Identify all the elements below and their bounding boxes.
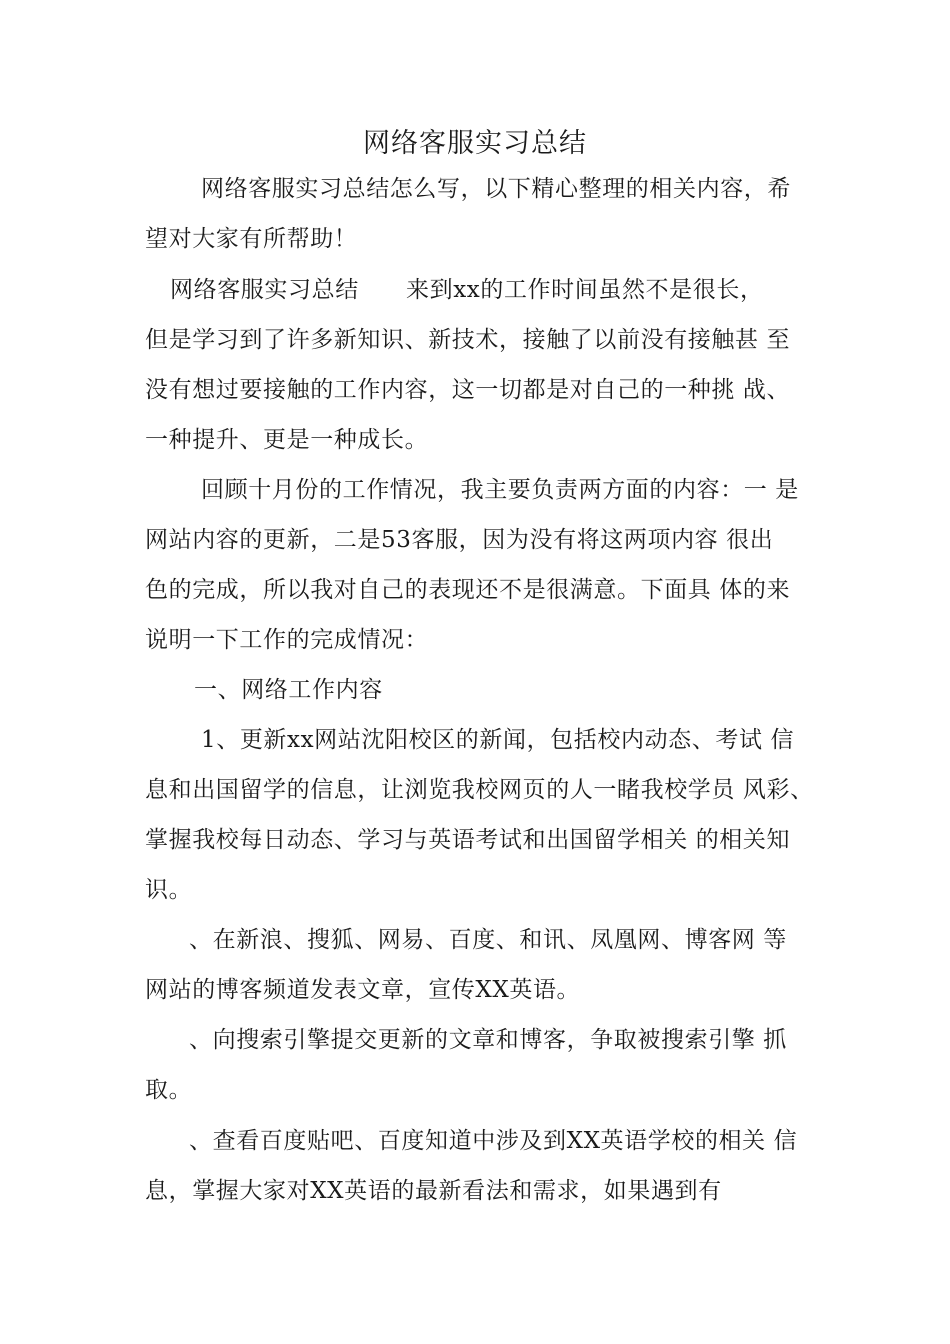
text-line: 没有想过要接触的工作内容，这一切都是对自己的一种挑 战、 bbox=[145, 377, 791, 403]
text-line: 说明一下工作的完成情况： bbox=[145, 627, 429, 653]
section-heading: 一、网络工作内容 bbox=[194, 677, 383, 703]
text-line: 色的完成，所以我对自己的表现还不是很满意。下面具 体的来 bbox=[145, 577, 791, 603]
text-line: 取。 bbox=[145, 1077, 193, 1103]
text-line: 望对大家有所帮助！ bbox=[145, 226, 358, 252]
text-line: 网络客服实习总结怎么写，以下精心整理的相关内容，希 bbox=[201, 176, 791, 202]
text-line: 网站内容的更新，二是53客服，因为没有将这两项内容 很出 bbox=[145, 527, 774, 553]
text-line: 但是学习到了许多新知识、新技术，接触了以前没有接触甚 至 bbox=[145, 327, 791, 353]
text-line: 、查看百度贴吧、百度知道中涉及到XX英语学校的相关 信 bbox=[189, 1128, 798, 1154]
text-line: 一种提升、更是一种成长。 bbox=[145, 427, 429, 453]
text-line: 回顾十月份的工作情况，我主要负责两方面的内容：一 是 bbox=[201, 477, 799, 503]
text-line: 息，掌握大家对XX英语的最新看法和需求，如果遇到有 bbox=[145, 1178, 722, 1204]
text-line: 1、更新xx网站沈阳校区的新闻，包括校内动态、考试 信 bbox=[201, 727, 795, 753]
text-line: 、向搜索引擎提交更新的文章和博客，争取被搜索引擎 抓 bbox=[189, 1027, 787, 1053]
text-line: 、在新浪、搜狐、网易、百度、和讯、凤凰网、博客网 等 bbox=[189, 927, 787, 953]
document-title: 网络客服实习总结 bbox=[363, 128, 587, 159]
text-line: 网络客服实习总结 来到xx的工作时间虽然不是很长， bbox=[170, 277, 764, 303]
text-line: 网站的博客频道发表文章，宣传XX英语。 bbox=[145, 977, 581, 1003]
text-line: 掌握我校每日动态、学习与英语考试和出国留学相关 的相关知 bbox=[145, 827, 791, 853]
text-line: 息和出国留学的信息，让浏览我校网页的人一睹我校学员 风彩、 bbox=[145, 777, 814, 803]
text-line: 识。 bbox=[145, 877, 193, 903]
